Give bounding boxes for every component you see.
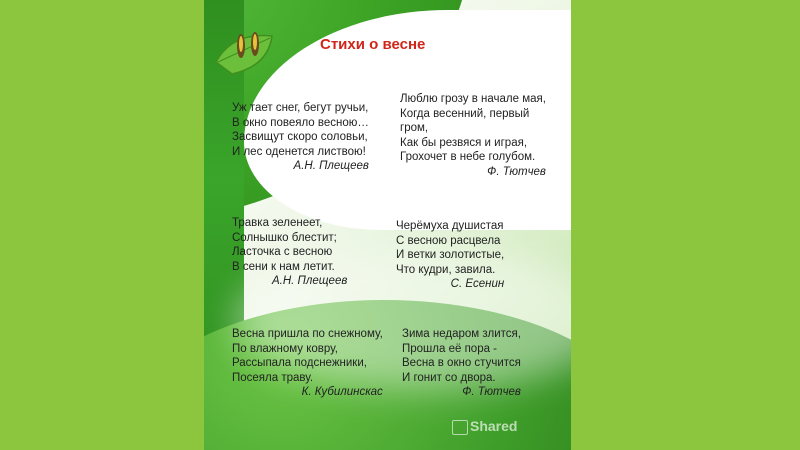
page-title: Стихи о весне [320, 36, 426, 53]
poem-line: Весна в окно стучится [402, 357, 521, 369]
watermark: Shared [470, 418, 518, 434]
poem-4 [396, 219, 504, 292]
poem-line: Грохочет в небе голубом. [400, 151, 536, 163]
slide [204, 0, 571, 450]
poem-line: По влажному ковру, [232, 342, 338, 355]
poem-line: И ветки золотистые, [396, 249, 505, 261]
poem-line: Весна пришла по снежному, [232, 328, 383, 340]
poem-author: А.Н. Плещеев [293, 160, 369, 172]
share-icon [452, 420, 468, 435]
poem-author: Ф. Тютчев [462, 386, 521, 398]
poem-line: Посеяла траву. [232, 371, 314, 384]
poem-line: С весною расцвела [396, 234, 501, 247]
poem-line: Травка зеленеет, [232, 217, 323, 229]
poem-line: Что кудри, завила. [396, 263, 496, 276]
poem-line: Люблю грозу в начале мая, [400, 93, 546, 105]
poem-5 [232, 327, 383, 400]
poem-line: Когда весенний, первый [400, 107, 530, 120]
poem-line: Засвищут скоро соловьи, [232, 131, 368, 143]
poem-line: гром, [400, 122, 429, 134]
poem-line: Солнышко блестит; [232, 231, 337, 244]
poem-line: Рассыпала подснежники, [232, 357, 367, 369]
poem-author: К. Кубилинскас [301, 386, 383, 398]
poem-line: Черёмуха душистая [396, 220, 504, 232]
poem-author: С. Есенин [450, 278, 505, 290]
poem-line: Прошла её пора - [402, 342, 498, 355]
poem-1 [232, 101, 369, 174]
poem-2 [400, 92, 546, 179]
poem-author: А.Н. Плещеев [272, 275, 348, 287]
poem-line: Как бы резвяся и играя, [400, 136, 528, 149]
poem-6 [402, 327, 521, 400]
poem-3 [232, 216, 347, 289]
poem-author: Ф. Тютчев [487, 165, 546, 178]
poem-line: И гонит со двора. [402, 371, 496, 384]
poem-line: И лес оденется листвою! [232, 145, 366, 158]
poem-line: Ласточка с весною [232, 246, 333, 258]
poem-line: В окно повеяло весною… [232, 116, 369, 129]
poem-line: Уж тает снег, бегут ручьи, [232, 102, 369, 114]
leaf-bugs-icon [212, 22, 282, 82]
poem-line: Зима недаром злится, [402, 328, 521, 340]
poem-line: В сени к нам летит. [232, 260, 335, 273]
